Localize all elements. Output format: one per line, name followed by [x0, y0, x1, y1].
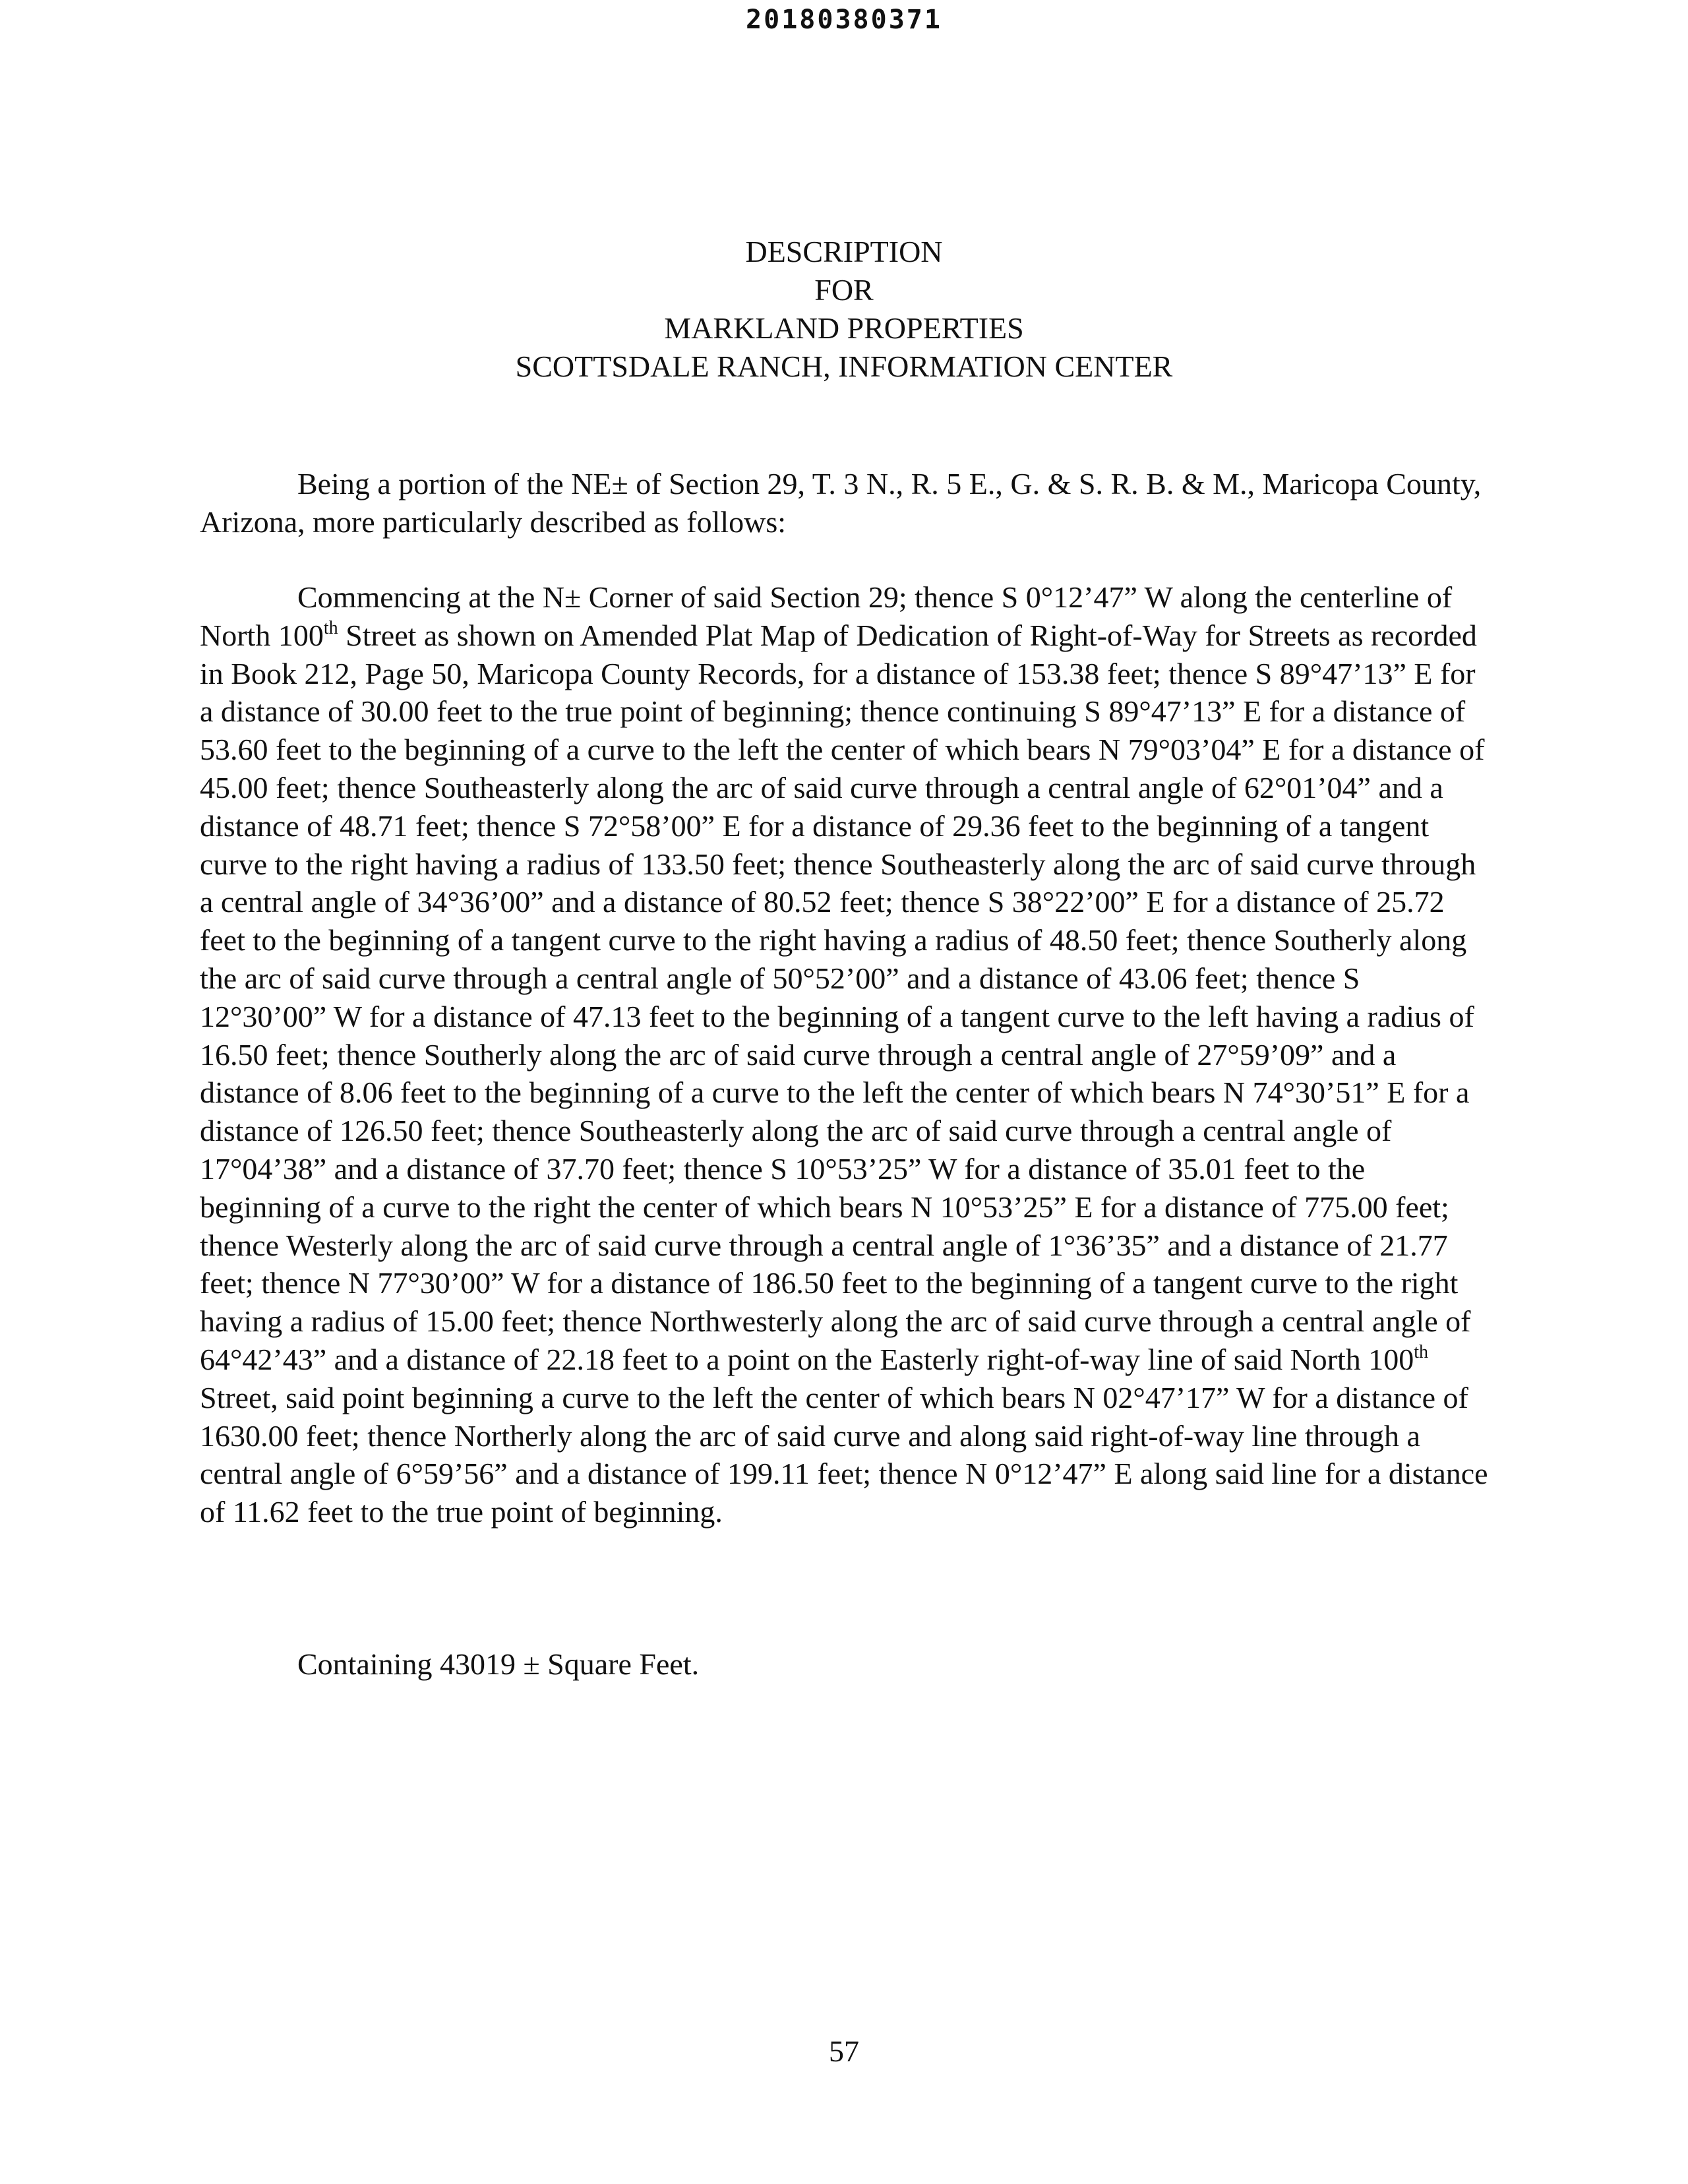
page-number: 57 [829, 2034, 859, 2068]
intro-paragraph: Being a portion of the NE± of Section 29, T. 3 N., R. 5 E., G. & S. R. B. & M., Maricopa County, Arizona, more particularly described as follows: [200, 467, 1482, 539]
description-text-part-1: Commencing at the N± Corner of said Section 29; thence S 0°12’47” W along the centerline of North 100 [200, 580, 1453, 652]
title-line-description: DESCRIPTION [745, 235, 943, 268]
document-number: 20180380371 [746, 5, 942, 35]
document-title [0, 233, 1688, 386]
description-text-part-2: Street as shown on Amended Plat Map of Dedication of Right-of-Way for Streets as recorded in Book 212, Page 50, Maricopa County Records, for a distance of 153.38 feet; thence S 89°47’13” E for a distance of 30.00 feet to the true point of beginning; thence continuing S 89°47’13” E for a distance of 53.60 feet to the beginning of a curve to the left the center of which bears N 79°03’04” E for a distance of 45.00 feet; thence Southeasterly along the arc of said curve through a central angle of 62°01’04” and a distance of 48.71 feet; thence S 72°58’00” E for a distance of 29.36 feet to the beginning of a tangent curve to the right having a radius of 133.50 feet; thence Southeasterly along the arc of said curve through a central angle of 34°36’00” and a distance of 80.52 feet; thence S 38°22’00” E for a distance of 25.72 feet to the beginning of a tangent curve to the right having a radius of 48.50 feet; thence Southerly along the arc of said curve through a central angle of 50°52’00” and a distance of 43.06 feet; thence S 12°30’00” W for a distance of 47.13 feet to the beginning of a tangent curve to the left having a radius of 16.50 feet; thence Southerly along the arc of said curve through a central angle of 27°59’09” and a distance of 8.06 feet to the beginning of a curve to the left the center of which bears N 74°30’51” E for a distance of 126.50 feet; thence Southeasterly along the arc of said curve through a central angle of 17°04’38” and a distance of 37.70 feet; thence S 10°53’25” W for a distance of 35.01 feet to the beginning of a curve to the right the center of which bears N 10°53’25” E for a distance of 775.00 feet; thence Westerly along the arc of said curve through a central angle of 1°36’35” and a distance of 21.77 feet; thence N 77°30’00” W for a distance of 186.50 feet to the beginning of a tangent curve to the right having a radius of 15.00 feet; thence Northwesterly along the arc of said curve through a central angle of 64°42’43” and a distance of 22.18 feet to a point on the Easterly right-of-way line of said North 100 [200, 618, 1485, 1376]
title-line-for: FOR [814, 273, 874, 307]
ordinal-suffix: th [323, 617, 338, 638]
title-line-project: SCOTTSDALE RANCH, INFORMATION CENTER [515, 349, 1173, 383]
area-paragraph: Containing 43019 ± Square Feet. [297, 1647, 700, 1681]
title-line-client: MARKLAND PROPERTIES [664, 311, 1024, 345]
description-text-part-3: Street, said point beginning a curve to the left the center of which bears N 02°47’17” W for a distance of 1630.00 feet; thence Northerly along the arc of said curve and along said right-of-way line through a central angle of 6°59’56” and a distance of 199.11 feet; thence N 0°12’47” E along said line for a distance of 11.62 feet to the true point of beginning. [200, 1380, 1488, 1529]
legal-description-paragraph [200, 578, 1489, 1531]
ordinal-suffix: th [1414, 1341, 1429, 1362]
